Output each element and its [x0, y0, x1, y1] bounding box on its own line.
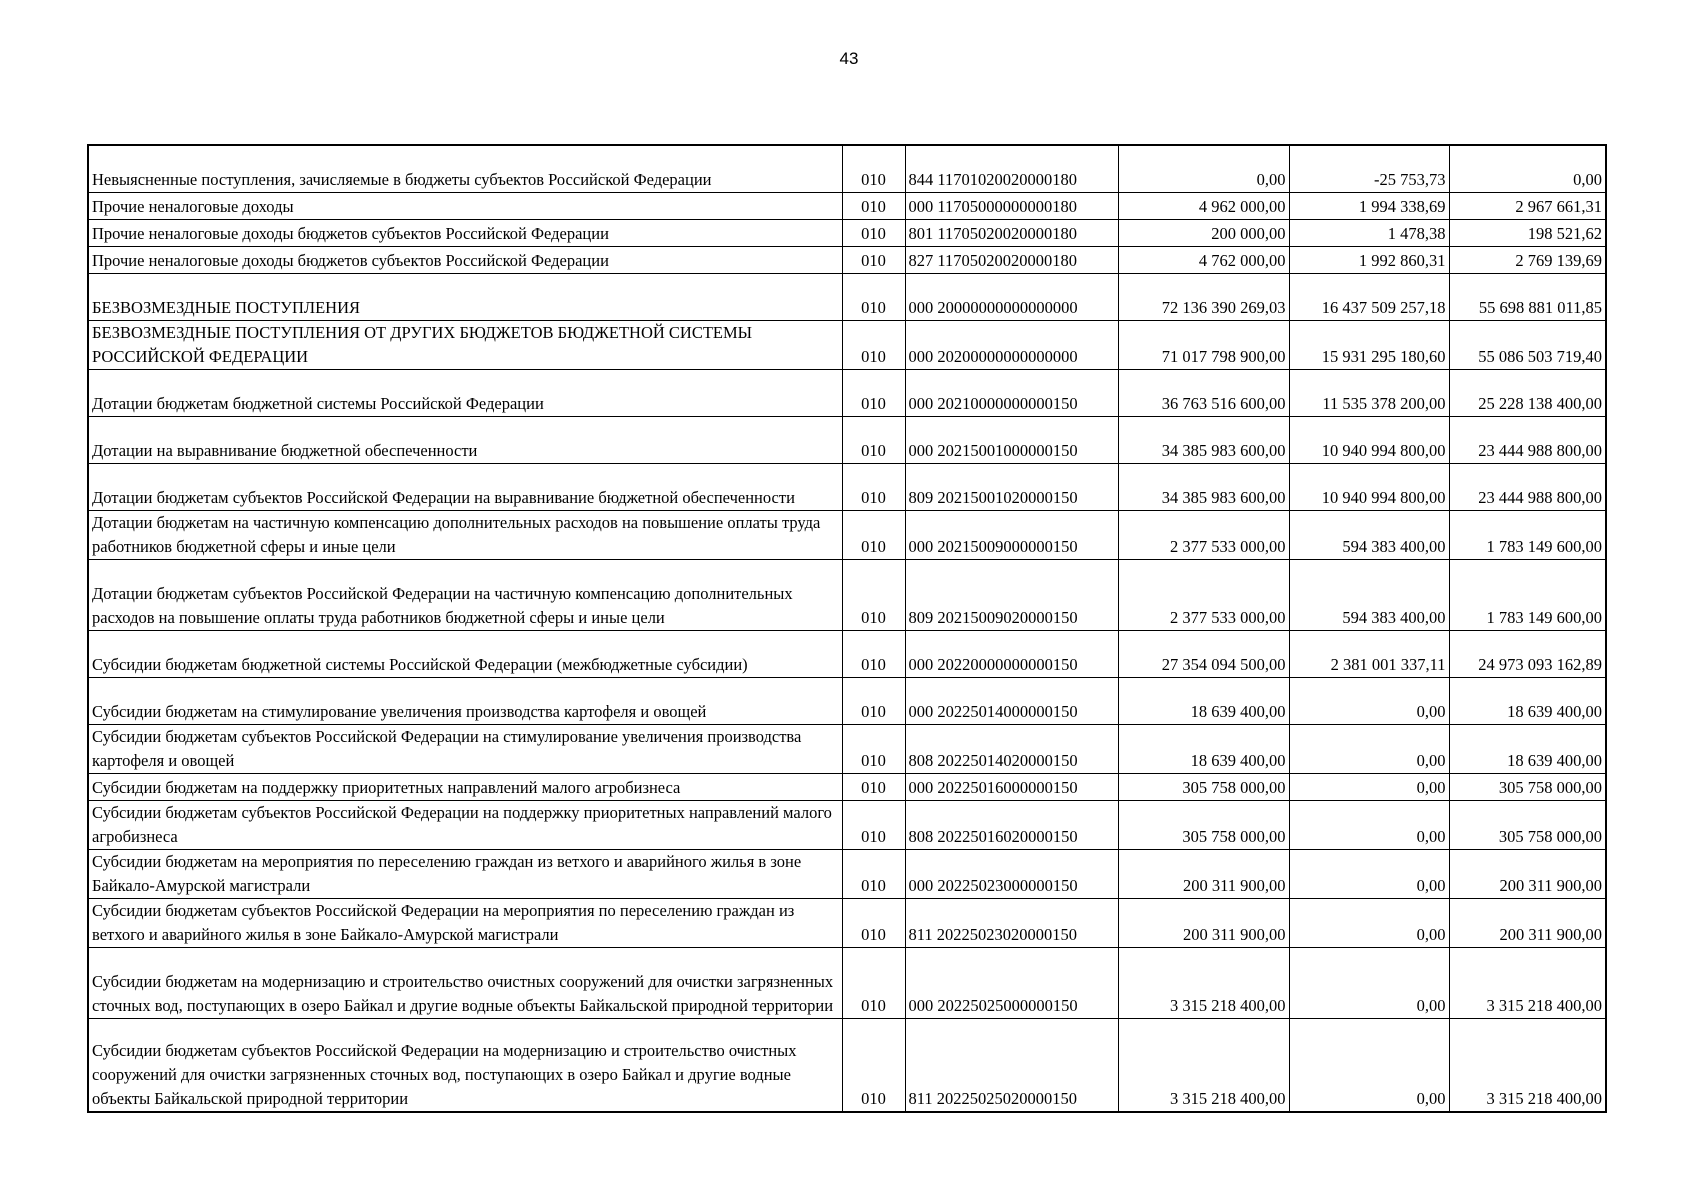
- table-row: [88, 800, 1606, 849]
- table-row: [88, 246, 1606, 273]
- row-executed-cell: 0,00: [1289, 898, 1449, 947]
- row-code-cell: 010: [842, 246, 905, 273]
- row-kbk-cell: 811 20225023020000150: [905, 898, 1118, 947]
- row-kbk-cell: 000 11705000000000180: [905, 192, 1118, 219]
- table-row: [88, 463, 1606, 510]
- row-code-cell: 010: [842, 800, 905, 849]
- row-unexecuted-cell: 23 444 988 800,00: [1449, 463, 1606, 510]
- row-approved-cell: 71 017 798 900,00: [1118, 320, 1289, 369]
- row-approved-cell: 27 354 094 500,00: [1118, 630, 1289, 677]
- table-row: [88, 273, 1606, 320]
- row-kbk-cell: 000 20220000000000150: [905, 630, 1118, 677]
- row-kbk-cell: 000 20225023000000150: [905, 849, 1118, 898]
- row-code-cell: 010: [842, 773, 905, 800]
- row-code-cell: 010: [842, 510, 905, 559]
- table-row: [88, 192, 1606, 219]
- table-row: [88, 416, 1606, 463]
- row-name-cell: Дотации бюджетам бюджетной системы Российской Федерации: [88, 369, 842, 416]
- row-kbk-cell: 808 20225016020000150: [905, 800, 1118, 849]
- row-executed-cell: 15 931 295 180,60: [1289, 320, 1449, 369]
- table-row: [88, 898, 1606, 947]
- row-name-cell: Субсидии бюджетам субъектов Российской Федерации на поддержку приоритетных направлений малого агробизнеса: [88, 800, 842, 849]
- row-kbk-cell: 811 20225025020000150: [905, 1018, 1118, 1112]
- row-approved-cell: 2 377 533 000,00: [1118, 559, 1289, 630]
- row-unexecuted-cell: 198 521,62: [1449, 219, 1606, 246]
- row-executed-cell: 0,00: [1289, 947, 1449, 1018]
- table-body: [88, 145, 1606, 1112]
- row-approved-cell: 4 962 000,00: [1118, 192, 1289, 219]
- row-approved-cell: 72 136 390 269,03: [1118, 273, 1289, 320]
- row-kbk-cell: 000 20225014000000150: [905, 677, 1118, 724]
- row-code-cell: 010: [842, 849, 905, 898]
- table-row: [88, 369, 1606, 416]
- row-unexecuted-cell: 1 783 149 600,00: [1449, 559, 1606, 630]
- row-approved-cell: 34 385 983 600,00: [1118, 463, 1289, 510]
- row-unexecuted-cell: 305 758 000,00: [1449, 800, 1606, 849]
- row-approved-cell: 305 758 000,00: [1118, 800, 1289, 849]
- row-name-cell: Дотации бюджетам субъектов Российской Федерации на выравнивание бюджетной обеспеченности: [88, 463, 842, 510]
- row-code-cell: 010: [842, 1018, 905, 1112]
- table-row: [88, 947, 1606, 1018]
- row-executed-cell: 0,00: [1289, 800, 1449, 849]
- table-row: [88, 677, 1606, 724]
- table-row: [88, 630, 1606, 677]
- row-name-cell: Субсидии бюджетам субъектов Российской Федерации на стимулирование увеличения производства картофеля и овощей: [88, 724, 842, 773]
- table-row: [88, 849, 1606, 898]
- row-name-cell: БЕЗВОЗМЕЗДНЫЕ ПОСТУПЛЕНИЯ ОТ ДРУГИХ БЮДЖЕТОВ БЮДЖЕТНОЙ СИСТЕМЫ РОССИЙСКОЙ ФЕДЕРАЦИИ: [88, 320, 842, 369]
- row-name-cell: Дотации бюджетам на частичную компенсацию дополнительных расходов на повышение оплаты труда работников бюджетной сферы и иные цели: [88, 510, 842, 559]
- row-code-cell: 010: [842, 724, 905, 773]
- row-unexecuted-cell: 3 315 218 400,00: [1449, 1018, 1606, 1112]
- table-row: [88, 1018, 1606, 1112]
- row-executed-cell: 2 381 001 337,11: [1289, 630, 1449, 677]
- row-kbk-cell: 000 20000000000000000: [905, 273, 1118, 320]
- row-code-cell: 010: [842, 559, 905, 630]
- row-code-cell: 010: [842, 630, 905, 677]
- row-name-cell: Субсидии бюджетам на мероприятия по переселению граждан из ветхого и аварийного жилья в зоне Байкало-Амурской магистрали: [88, 849, 842, 898]
- row-executed-cell: 1 992 860,31: [1289, 246, 1449, 273]
- row-executed-cell: 1 478,38: [1289, 219, 1449, 246]
- row-code-cell: 010: [842, 416, 905, 463]
- row-unexecuted-cell: 2 769 139,69: [1449, 246, 1606, 273]
- row-approved-cell: 3 315 218 400,00: [1118, 1018, 1289, 1112]
- row-name-cell: Субсидии бюджетам на поддержку приоритетных направлений малого агробизнеса: [88, 773, 842, 800]
- row-kbk-cell: 808 20225014020000150: [905, 724, 1118, 773]
- table-row: [88, 510, 1606, 559]
- row-unexecuted-cell: 24 973 093 162,89: [1449, 630, 1606, 677]
- row-approved-cell: 18 639 400,00: [1118, 677, 1289, 724]
- row-name-cell: Дотации бюджетам субъектов Российской Федерации на частичную компенсацию дополнительных расходов на повышение оплаты труда работников бюджетной сферы и иные цели: [88, 559, 842, 630]
- row-kbk-cell: 000 20200000000000000: [905, 320, 1118, 369]
- row-code-cell: 010: [842, 463, 905, 510]
- row-unexecuted-cell: 200 311 900,00: [1449, 849, 1606, 898]
- row-name-cell: Субсидии бюджетам субъектов Российской Федерации на мероприятия по переселению граждан из ветхого и аварийного жилья в зоне Байкало-Амурской магистрали: [88, 898, 842, 947]
- row-executed-cell: 0,00: [1289, 724, 1449, 773]
- row-code-cell: 010: [842, 273, 905, 320]
- row-unexecuted-cell: 1 783 149 600,00: [1449, 510, 1606, 559]
- row-code-cell: 010: [842, 320, 905, 369]
- row-executed-cell: 10 940 994 800,00: [1289, 416, 1449, 463]
- row-executed-cell: 16 437 509 257,18: [1289, 273, 1449, 320]
- row-unexecuted-cell: 2 967 661,31: [1449, 192, 1606, 219]
- row-kbk-cell: 000 20215001000000150: [905, 416, 1118, 463]
- row-unexecuted-cell: 18 639 400,00: [1449, 677, 1606, 724]
- row-kbk-cell: 000 20215009000000150: [905, 510, 1118, 559]
- row-name-cell: Прочие неналоговые доходы бюджетов субъектов Российской Федерации: [88, 219, 842, 246]
- row-code-cell: 010: [842, 677, 905, 724]
- row-code-cell: 010: [842, 145, 905, 192]
- row-executed-cell: 0,00: [1289, 849, 1449, 898]
- row-approved-cell: 4 762 000,00: [1118, 246, 1289, 273]
- row-approved-cell: 3 315 218 400,00: [1118, 947, 1289, 1018]
- row-name-cell: БЕЗВОЗМЕЗДНЫЕ ПОСТУПЛЕНИЯ: [88, 273, 842, 320]
- table-row: [88, 773, 1606, 800]
- row-code-cell: 010: [842, 947, 905, 1018]
- row-name-cell: Субсидии бюджетам на модернизацию и строительство очистных сооружений для очистки загрязненных сточных вод, поступающих в озеро Байкал и другие водные объекты Байкальской природной территории: [88, 947, 842, 1018]
- row-unexecuted-cell: 18 639 400,00: [1449, 724, 1606, 773]
- row-code-cell: 010: [842, 898, 905, 947]
- row-kbk-cell: 827 11705020020000180: [905, 246, 1118, 273]
- row-code-cell: 010: [842, 192, 905, 219]
- row-executed-cell: 11 535 378 200,00: [1289, 369, 1449, 416]
- row-kbk-cell: 000 20210000000000150: [905, 369, 1118, 416]
- row-unexecuted-cell: 23 444 988 800,00: [1449, 416, 1606, 463]
- row-unexecuted-cell: 3 315 218 400,00: [1449, 947, 1606, 1018]
- row-executed-cell: 0,00: [1289, 677, 1449, 724]
- row-name-cell: Прочие неналоговые доходы: [88, 192, 842, 219]
- table-row: [88, 145, 1606, 192]
- row-executed-cell: 594 383 400,00: [1289, 510, 1449, 559]
- row-approved-cell: 200 000,00: [1118, 219, 1289, 246]
- row-unexecuted-cell: 0,00: [1449, 145, 1606, 192]
- row-executed-cell: 10 940 994 800,00: [1289, 463, 1449, 510]
- row-code-cell: 010: [842, 369, 905, 416]
- row-approved-cell: 200 311 900,00: [1118, 898, 1289, 947]
- row-approved-cell: 0,00: [1118, 145, 1289, 192]
- row-name-cell: Прочие неналоговые доходы бюджетов субъектов Российской Федерации: [88, 246, 842, 273]
- row-approved-cell: 2 377 533 000,00: [1118, 510, 1289, 559]
- row-name-cell: Субсидии бюджетам субъектов Российской Федерации на модернизацию и строительство очистных сооружений для очистки загрязненных сточных вод, поступающих в озеро Байкал и другие водные объекты Байкальской природной территории: [88, 1018, 842, 1112]
- row-approved-cell: 18 639 400,00: [1118, 724, 1289, 773]
- row-name-cell: Невыясненные поступления, зачисляемые в бюджеты субъектов Российской Федерации: [88, 145, 842, 192]
- row-executed-cell: 594 383 400,00: [1289, 559, 1449, 630]
- page-number: 43: [839, 49, 859, 68]
- row-kbk-cell: 000 20225025000000150: [905, 947, 1118, 1018]
- row-executed-cell: 0,00: [1289, 1018, 1449, 1112]
- row-unexecuted-cell: 55 698 881 011,85: [1449, 273, 1606, 320]
- row-executed-cell: 0,00: [1289, 773, 1449, 800]
- table-row: [88, 219, 1606, 246]
- row-code-cell: 010: [842, 219, 905, 246]
- row-approved-cell: 305 758 000,00: [1118, 773, 1289, 800]
- table-row: [88, 320, 1606, 369]
- table-row: [88, 724, 1606, 773]
- row-name-cell: Дотации на выравнивание бюджетной обеспеченности: [88, 416, 842, 463]
- row-name-cell: Субсидии бюджетам на стимулирование увеличения производства картофеля и овощей: [88, 677, 842, 724]
- row-executed-cell: -25 753,73: [1289, 145, 1449, 192]
- row-executed-cell: 1 994 338,69: [1289, 192, 1449, 219]
- row-approved-cell: 36 763 516 600,00: [1118, 369, 1289, 416]
- row-approved-cell: 34 385 983 600,00: [1118, 416, 1289, 463]
- row-unexecuted-cell: 55 086 503 719,40: [1449, 320, 1606, 369]
- income-table: [87, 144, 1607, 1113]
- row-unexecuted-cell: 305 758 000,00: [1449, 773, 1606, 800]
- row-kbk-cell: 000 20225016000000150: [905, 773, 1118, 800]
- row-unexecuted-cell: 25 228 138 400,00: [1449, 369, 1606, 416]
- row-unexecuted-cell: 200 311 900,00: [1449, 898, 1606, 947]
- row-approved-cell: 200 311 900,00: [1118, 849, 1289, 898]
- row-kbk-cell: 844 11701020020000180: [905, 145, 1118, 192]
- row-kbk-cell: 809 20215001020000150: [905, 463, 1118, 510]
- row-name-cell: Субсидии бюджетам бюджетной системы Российской Федерации (межбюджетные субсидии): [88, 630, 842, 677]
- table-row: [88, 559, 1606, 630]
- row-kbk-cell: 809 20215009020000150: [905, 559, 1118, 630]
- row-kbk-cell: 801 11705020020000180: [905, 219, 1118, 246]
